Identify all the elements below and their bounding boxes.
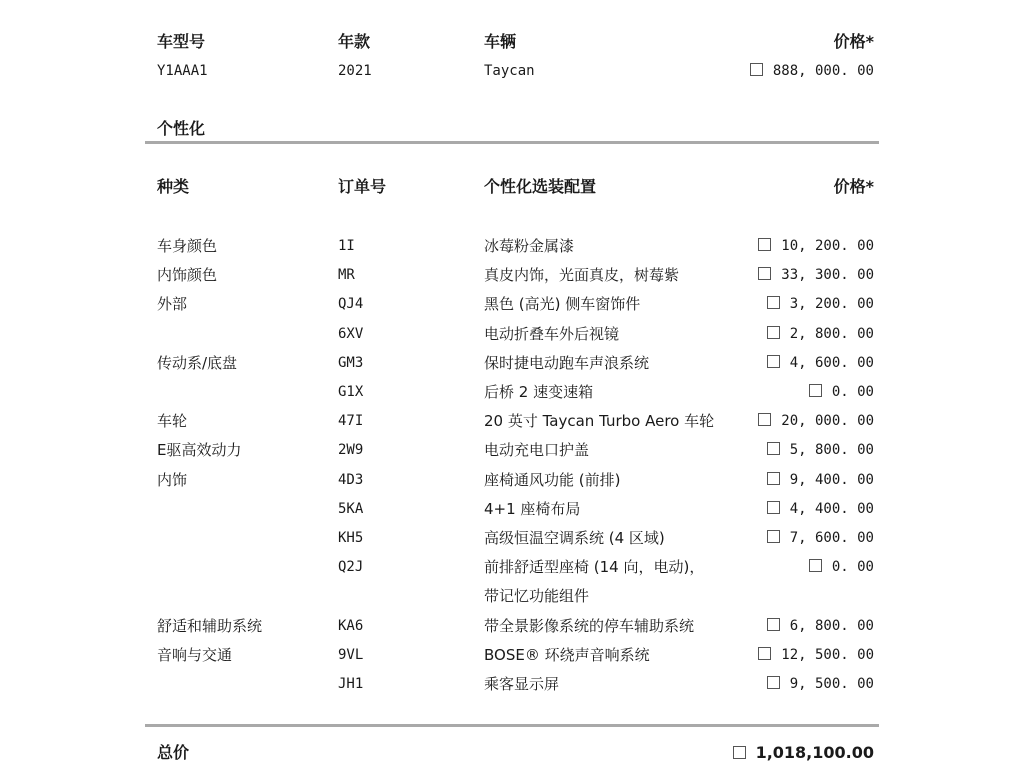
table-row: [0, 263, 1024, 287]
option-category: 舒适和辅助系统: [157, 617, 263, 635]
option-price: [767, 468, 874, 492]
option-code: G1X: [338, 384, 364, 400]
table-row: [0, 234, 1024, 258]
option-category: 内饰颜色: [157, 266, 218, 284]
option-price: [767, 614, 874, 638]
option-header: 个性化选装配置: [484, 177, 597, 196]
option-name: 带全景影像系统的停车辅助系统: [484, 617, 695, 635]
price-value: 888, 000. 00: [772, 63, 874, 79]
price-value: 5, 800. 00: [789, 442, 874, 458]
price-value: 9, 500. 00: [789, 676, 874, 692]
checkbox[interactable]: [809, 559, 822, 572]
option-code: Q2J: [338, 559, 364, 575]
price-header: 价格*: [833, 32, 874, 51]
option-category: 内饰: [157, 471, 188, 489]
model-year: 2021: [338, 63, 372, 79]
vehicle-name: Taycan: [484, 63, 535, 79]
total-label: 总价: [157, 743, 190, 762]
price-value: 0. 00: [831, 559, 874, 575]
price-value: 33, 300. 00: [781, 267, 874, 283]
price-value: 9, 400. 00: [789, 472, 874, 488]
option-price: [758, 234, 874, 258]
price-value: 20, 000. 00: [781, 413, 874, 429]
option-name: 4+1 座椅布局: [484, 500, 581, 518]
option-category: 传动系/底盘: [157, 354, 238, 372]
option-name: 带记忆功能组件: [484, 587, 590, 605]
option-code: KH5: [338, 530, 364, 546]
option-category: 车身颜色: [157, 237, 218, 255]
order-no-header: 订单号: [338, 177, 387, 196]
divider: [145, 141, 879, 144]
total-amount: 1,018,100.00: [755, 743, 874, 762]
option-category: E驱高效动力: [157, 441, 242, 459]
option-name: 保时捷电动跑车声浪系统: [484, 354, 650, 372]
option-name: 高级恒温空调系统 (4 区域): [484, 529, 665, 547]
checkbox[interactable]: [758, 647, 771, 660]
checkbox[interactable]: [758, 267, 771, 280]
section-title: 个性化: [157, 119, 206, 138]
option-code: 4D3: [338, 472, 364, 488]
checkbox[interactable]: [809, 384, 822, 397]
table-row: [0, 409, 1024, 433]
option-code: KA6: [338, 618, 364, 634]
option-name: 电动充电口护盖: [484, 441, 590, 459]
option-code: JH1: [338, 676, 364, 692]
vehicle-header-row: [0, 30, 1024, 54]
option-code: QJ4: [338, 296, 364, 312]
price-value: 4, 600. 00: [789, 355, 874, 371]
price-value: 10, 200. 00: [781, 238, 874, 254]
option-code: 6XV: [338, 326, 364, 342]
option-code: GM3: [338, 355, 364, 371]
option-name: 座椅通风功能 (前排): [484, 471, 621, 489]
vehicle-price: [750, 59, 874, 83]
checkbox[interactable]: [767, 530, 780, 543]
checkbox[interactable]: [767, 618, 780, 631]
option-price: [758, 409, 874, 433]
price-value: 7, 600. 00: [789, 530, 874, 546]
option-name: 20 英寸 Taycan Turbo Aero 车轮: [484, 412, 715, 430]
option-name: 冰莓粉金属漆: [484, 237, 575, 255]
checkbox[interactable]: [758, 238, 771, 251]
option-code: 47I: [338, 413, 364, 429]
vehicle-row: [0, 59, 1024, 83]
table-row: [0, 643, 1024, 667]
table-row: [0, 292, 1024, 316]
option-price: [809, 380, 874, 404]
table-row: [0, 672, 1024, 696]
option-code: 1I: [338, 238, 355, 254]
option-category: 车轮: [157, 412, 188, 430]
price-value: 2, 800. 00: [789, 326, 874, 342]
option-price: [758, 263, 874, 287]
checkbox[interactable]: [733, 746, 746, 759]
option-price: [767, 322, 874, 346]
option-category: 外部: [157, 295, 188, 313]
option-price: [767, 438, 874, 462]
table-row: [0, 526, 1024, 550]
checkbox[interactable]: [750, 63, 763, 76]
table-row: [0, 497, 1024, 521]
checkbox[interactable]: [767, 355, 780, 368]
price-value: 4, 400. 00: [789, 501, 874, 517]
option-name: 乘客显示屏: [484, 675, 560, 693]
total-value: [733, 741, 874, 765]
price-value: 12, 500. 00: [781, 647, 874, 663]
option-name: 后桥 2 速变速箱: [484, 383, 594, 401]
option-price: [767, 351, 874, 375]
option-price: [767, 497, 874, 521]
option-price: [758, 643, 874, 667]
price-value: 3, 200. 00: [789, 296, 874, 312]
option-price: [767, 292, 874, 316]
checkbox[interactable]: [767, 501, 780, 514]
total-row: [0, 741, 1024, 765]
option-code: MR: [338, 267, 355, 283]
option-code: 9VL: [338, 647, 364, 663]
option-code: 2W9: [338, 442, 364, 458]
option-price: [767, 526, 874, 550]
table-row: [0, 322, 1024, 346]
price-value: 0. 00: [831, 384, 874, 400]
option-price: [809, 555, 874, 579]
options-header-row: [0, 175, 1024, 199]
checkbox[interactable]: [767, 676, 780, 689]
table-row: [0, 380, 1024, 404]
checkbox[interactable]: [767, 326, 780, 339]
option-name: 黑色 (高光) 侧车窗饰件: [484, 295, 641, 313]
option-name: BOSE® 环绕声音响系统: [484, 646, 650, 664]
year-header: 年款: [338, 32, 371, 51]
table-row: [0, 584, 1024, 608]
option-category: 音响与交通: [157, 646, 233, 664]
checkbox[interactable]: [767, 442, 780, 455]
table-row: [0, 468, 1024, 492]
checkbox[interactable]: [767, 296, 780, 309]
price-header: 价格*: [833, 177, 874, 196]
price-value: 6, 800. 00: [789, 618, 874, 634]
option-code: 5KA: [338, 501, 364, 517]
table-row: [0, 614, 1024, 638]
table-row: [0, 438, 1024, 462]
option-price: [767, 672, 874, 696]
vehicle-header: 车辆: [484, 32, 517, 51]
option-name: 电动折叠车外后视镜: [484, 325, 620, 343]
model-code-header: 车型号: [157, 32, 206, 51]
checkbox[interactable]: [767, 472, 780, 485]
option-name: 前排舒适型座椅 (14 向，电动)，: [484, 558, 705, 576]
option-name: 真皮内饰，光面真皮，树莓紫: [484, 266, 680, 284]
category-header: 种类: [157, 177, 190, 196]
table-row: [0, 351, 1024, 375]
table-row: [0, 555, 1024, 579]
checkbox[interactable]: [758, 413, 771, 426]
model-code: Y1AAA1: [157, 63, 208, 79]
divider: [145, 724, 879, 727]
